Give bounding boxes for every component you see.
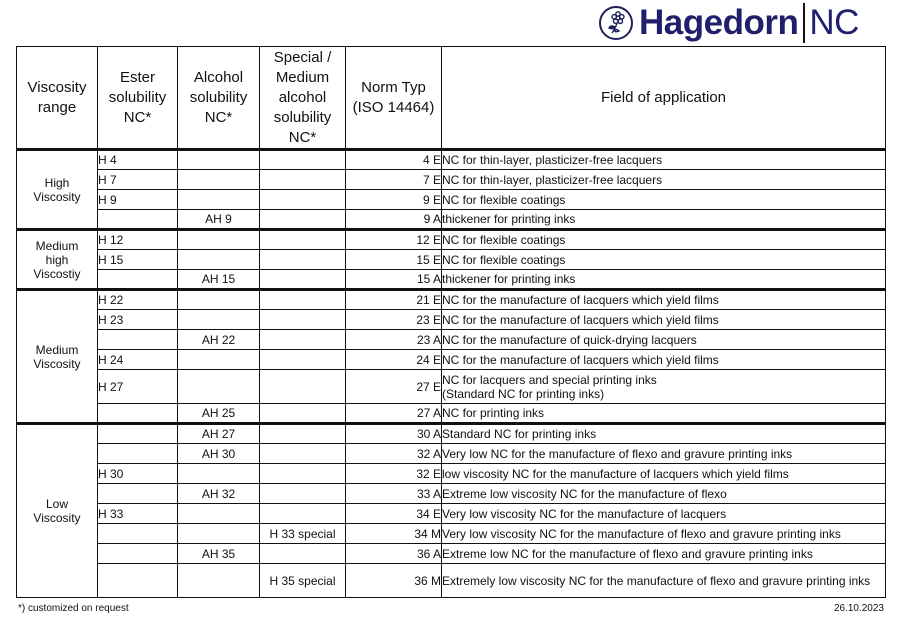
special-solubility-cell	[260, 544, 346, 564]
table-row	[17, 270, 886, 290]
header-field-of-application: Field of application	[442, 47, 886, 150]
ester-solubility-cell	[98, 424, 178, 444]
application-text: thickener for printing inks	[442, 272, 576, 286]
application-text: NC for lacquers and special printing inks	[442, 372, 657, 387]
norm-type-cell: 36 M	[346, 564, 442, 598]
norm-type-cell: 15 E	[346, 250, 442, 270]
norm-type-cell: 7 E	[346, 170, 442, 190]
table-row	[17, 564, 886, 598]
application-text: low viscosity NC for the manufacture of lacquers which yield films	[442, 466, 789, 481]
alcohol-solubility-cell	[178, 504, 260, 524]
application-text: NC for thin-layer, plasticizer-free lacquers	[442, 172, 663, 187]
norm-type-cell: 9 E	[346, 190, 442, 210]
table-body	[17, 150, 886, 598]
special-solubility-cell	[260, 330, 346, 350]
special-solubility-cell	[260, 250, 346, 270]
alcohol-solubility-cell	[178, 310, 260, 330]
ester-solubility-cell: H 4	[98, 150, 178, 170]
alcohol-solubility-cell: AH 15	[178, 270, 260, 290]
application-text: thickener for printing inks	[442, 212, 576, 226]
application-cell	[442, 444, 886, 464]
ester-solubility-cell: H 30	[98, 464, 178, 484]
norm-type-cell: 32 A	[346, 444, 442, 464]
viscosity-range-cell	[17, 290, 98, 424]
viscosity-range-cell	[17, 230, 98, 290]
header-alcohol-solubility-text: Alcohol solubility NC*	[189, 68, 248, 126]
alcohol-solubility-cell	[178, 170, 260, 190]
ester-solubility-cell: H 27	[98, 370, 178, 404]
special-solubility-cell	[260, 464, 346, 484]
viscosity-range-cell	[17, 150, 98, 230]
ester-solubility-cell	[98, 564, 178, 598]
ester-solubility-cell	[98, 444, 178, 464]
application-cell	[442, 464, 886, 484]
alcohol-solubility-cell: AH 30	[178, 444, 260, 464]
table-row	[17, 504, 886, 524]
application-cell	[442, 484, 886, 504]
application-cell	[442, 230, 886, 250]
viscosity-range-cell	[17, 424, 98, 598]
header-norm-type	[346, 47, 442, 150]
header-ester-solubility	[98, 47, 178, 150]
ester-solubility-cell: H 15	[98, 250, 178, 270]
alcohol-solubility-cell	[178, 150, 260, 170]
application-cell	[442, 250, 886, 270]
table-row	[17, 150, 886, 170]
table-row	[17, 290, 886, 310]
table-header-row	[17, 47, 886, 150]
nc-grades-table	[16, 46, 886, 598]
application-text: Very low viscosity NC for the manufacture of flexo and gravure printing inks	[442, 526, 841, 541]
header-special-solubility-text: Special / Medium alcohol solubility NC*	[273, 48, 332, 146]
table-row	[17, 404, 886, 424]
table-row	[17, 250, 886, 270]
norm-type-cell: 24 E	[346, 350, 442, 370]
brand-divider	[803, 3, 805, 43]
application-text: Extreme low NC for the manufacture of flexo and gravure printing inks	[442, 546, 813, 561]
table-row	[17, 524, 886, 544]
application-text: NC for the manufacture of lacquers which yield films	[442, 352, 719, 367]
alcohol-solubility-cell: AH 9	[178, 210, 260, 230]
special-solubility-cell	[260, 370, 346, 404]
alcohol-solubility-cell: AH 22	[178, 330, 260, 350]
ester-solubility-cell	[98, 330, 178, 350]
ester-solubility-cell: H 12	[98, 230, 178, 250]
norm-type-cell: 36 A	[346, 544, 442, 564]
special-solubility-cell	[260, 350, 346, 370]
header-viscosity-range	[17, 47, 98, 150]
alcohol-solubility-cell	[178, 230, 260, 250]
application-text: NC for flexible coatings	[442, 233, 566, 247]
viscosity-range-label: High Viscosity	[33, 175, 81, 204]
ester-solubility-cell	[98, 524, 178, 544]
viscosity-range-label: Medium Viscosity	[33, 342, 81, 371]
norm-type-cell: 32 E	[346, 464, 442, 484]
header-viscosity-range-text: Viscosity range	[27, 78, 87, 116]
application-text: NC for the manufacture of lacquers which yield films	[442, 293, 719, 307]
application-cell	[442, 310, 886, 330]
viscosity-range-label: Low Viscosity	[33, 497, 81, 525]
special-solubility-cell	[260, 210, 346, 230]
application-text: NC for flexible coatings	[442, 192, 566, 207]
table-row	[17, 424, 886, 444]
application-cell	[442, 210, 886, 230]
application-text: NC for the manufacture of quick-drying lacquers	[442, 332, 697, 347]
norm-type-cell: 23 E	[346, 310, 442, 330]
special-solubility-cell	[260, 190, 346, 210]
application-cell	[442, 504, 886, 524]
alcohol-solubility-cell	[178, 290, 260, 310]
application-text-line2: (Standard NC for printing inks)	[442, 386, 605, 401]
application-cell	[442, 330, 886, 350]
brand-name: Hagedorn	[639, 3, 799, 42]
alcohol-solubility-cell	[178, 524, 260, 544]
application-text: Extreme low viscosity NC for the manufacture of flexo	[442, 486, 727, 501]
norm-type-cell: 33 A	[346, 484, 442, 504]
application-text: Very low viscosity NC for the manufacture of lacquers	[442, 506, 727, 521]
ester-solubility-cell	[98, 210, 178, 230]
table-row	[17, 464, 886, 484]
header-norm-type-text: Norm Typ (ISO 14464)	[352, 78, 435, 116]
document-date: 26.10.2023	[833, 603, 884, 614]
alcohol-solubility-cell	[178, 190, 260, 210]
norm-type-cell: 34 E	[346, 504, 442, 524]
norm-type-cell: 27 A	[346, 404, 442, 424]
application-text: Very low NC for the manufacture of flexo and gravure printing inks	[442, 446, 793, 461]
table-row	[17, 350, 886, 370]
ester-solubility-cell	[98, 544, 178, 564]
application-cell	[442, 290, 886, 310]
special-solubility-cell	[260, 404, 346, 424]
ester-solubility-cell	[98, 270, 178, 290]
alcohol-solubility-cell	[178, 464, 260, 484]
application-cell	[442, 370, 886, 404]
special-solubility-cell	[260, 504, 346, 524]
application-text: NC for thin-layer, plasticizer-free lacquers	[442, 153, 663, 167]
special-solubility-cell	[260, 270, 346, 290]
application-cell	[442, 424, 886, 444]
alcohol-solubility-cell	[178, 564, 260, 598]
footnote: *) customized on request	[18, 603, 129, 614]
ester-solubility-cell	[98, 484, 178, 504]
application-cell	[442, 170, 886, 190]
special-solubility-cell	[260, 484, 346, 504]
norm-type-cell: 23 A	[346, 330, 442, 350]
application-text: Extremely low viscosity NC for the manufacture of flexo and gravure printing inks	[442, 573, 871, 588]
alcohol-solubility-cell	[178, 350, 260, 370]
application-cell	[442, 404, 886, 424]
brand-logo	[599, 3, 859, 43]
norm-type-cell: 4 E	[346, 150, 442, 170]
alcohol-solubility-cell: AH 35	[178, 544, 260, 564]
table-row	[17, 170, 886, 190]
ester-solubility-cell: H 9	[98, 190, 178, 210]
application-cell	[442, 150, 886, 170]
table-row	[17, 330, 886, 350]
ester-solubility-cell: H 22	[98, 290, 178, 310]
ester-solubility-cell	[98, 404, 178, 424]
special-solubility-cell: H 33 special	[260, 524, 346, 544]
norm-type-cell: 34 M	[346, 524, 442, 544]
table-row	[17, 370, 886, 404]
ester-solubility-cell: H 24	[98, 350, 178, 370]
table-row	[17, 230, 886, 250]
table-row	[17, 310, 886, 330]
header-ester-solubility-text: Ester solubility NC*	[108, 68, 167, 126]
application-text: NC for printing inks	[442, 406, 545, 420]
ester-solubility-cell: H 23	[98, 310, 178, 330]
special-solubility-cell	[260, 150, 346, 170]
header-special-solubility	[260, 47, 346, 150]
application-text: NC for flexible coatings	[442, 252, 566, 267]
special-solubility-cell	[260, 230, 346, 250]
special-solubility-cell	[260, 310, 346, 330]
viscosity-range-label: Medium high Viscostiy	[33, 238, 81, 281]
application-cell	[442, 270, 886, 290]
header-alcohol-solubility	[178, 47, 260, 150]
special-solubility-cell	[260, 290, 346, 310]
brand-suffix: NC	[809, 3, 859, 42]
application-cell	[442, 524, 886, 544]
alcohol-solubility-cell: AH 25	[178, 404, 260, 424]
norm-type-cell: 21 E	[346, 290, 442, 310]
table-row	[17, 484, 886, 504]
norm-type-cell: 12 E	[346, 230, 442, 250]
table-row	[17, 210, 886, 230]
application-cell	[442, 350, 886, 370]
table-row	[17, 444, 886, 464]
application-cell	[442, 564, 886, 598]
alcohol-solubility-cell	[178, 250, 260, 270]
norm-type-cell: 9 A	[346, 210, 442, 230]
norm-type-cell: 15 A	[346, 270, 442, 290]
special-solubility-cell	[260, 424, 346, 444]
table-row	[17, 544, 886, 564]
special-solubility-cell	[260, 170, 346, 190]
special-solubility-cell	[260, 444, 346, 464]
norm-type-cell: 27 E	[346, 370, 442, 404]
alcohol-solubility-cell: AH 27	[178, 424, 260, 444]
ester-solubility-cell: H 33	[98, 504, 178, 524]
alcohol-solubility-cell: AH 32	[178, 484, 260, 504]
flower-emblem-icon	[599, 6, 633, 40]
application-text: NC for the manufacture of lacquers which yield films	[442, 312, 719, 327]
application-text: Standard NC for printing inks	[442, 427, 597, 441]
alcohol-solubility-cell	[178, 370, 260, 404]
table-row	[17, 190, 886, 210]
norm-type-cell: 30 A	[346, 424, 442, 444]
ester-solubility-cell: H 7	[98, 170, 178, 190]
special-solubility-cell: H 35 special	[260, 564, 346, 598]
application-cell	[442, 544, 886, 564]
application-cell	[442, 190, 886, 210]
